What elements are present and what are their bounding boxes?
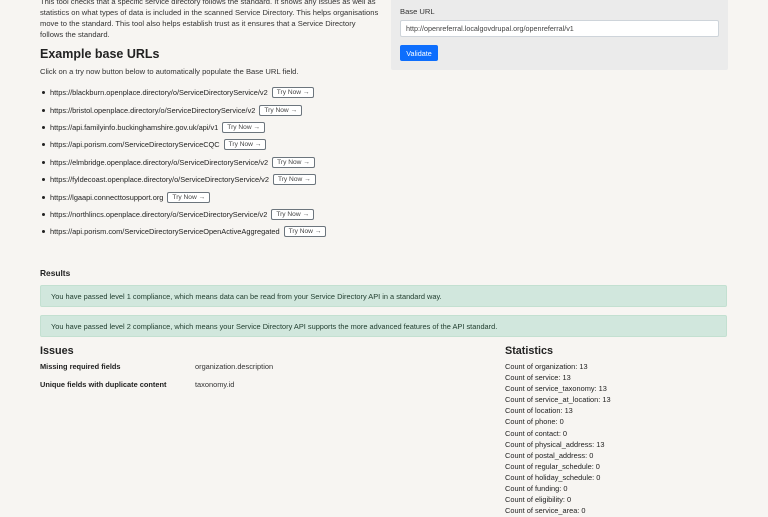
issue-value: taxonomy.id bbox=[195, 380, 235, 389]
try-now-button[interactable]: Try Now → bbox=[222, 122, 265, 133]
stat-item: Count of service_at_location: 13 bbox=[505, 395, 611, 405]
list-item bbox=[42, 136, 326, 153]
example-url: https://api.porism.com/ServiceDirectoryServiceOpenActiveAggregated bbox=[50, 227, 280, 237]
intro-text: This tool checks that a specific service directory follows the standard. It shows any issues as well as statistics on what types of data is included in the scanned Service Directory. This helps organisations move to the standard. This tool also helps establish trust as it ensures that a Service Directory follows the standard. bbox=[40, 0, 379, 39]
level1-compliance-alert: You have passed level 1 compliance, which means data can be read from your Service Directory API in a standard way. bbox=[40, 285, 727, 307]
bullet-icon bbox=[42, 196, 45, 199]
issue-label: Missing required fields bbox=[40, 362, 121, 371]
example-url: https://api.porism.com/ServiceDirectoryServiceCQC bbox=[50, 140, 220, 150]
issue-label: Unique fields with duplicate content bbox=[40, 380, 167, 389]
example-url: https://api.familyinfo.buckinghamshire.gov.uk/api/v1 bbox=[50, 122, 219, 132]
validate-button[interactable]: Validate bbox=[400, 45, 438, 61]
stat-item: Count of organization: 13 bbox=[505, 362, 588, 371]
example-url-list bbox=[42, 84, 326, 241]
bullet-icon bbox=[42, 126, 45, 129]
list-item bbox=[42, 171, 326, 188]
bullet-icon bbox=[42, 213, 45, 216]
stat-item: Count of regular_schedule: 0 bbox=[505, 461, 600, 471]
example-url: https://northlincs.openplace.directory/o/ServiceDirectoryService/v2 bbox=[50, 209, 268, 219]
list-item bbox=[42, 119, 326, 136]
try-now-button[interactable]: Try Now → bbox=[271, 209, 314, 220]
try-now-button[interactable]: Try Now → bbox=[272, 87, 315, 98]
stat-item: Count of holiday_schedule: 0 bbox=[505, 472, 601, 482]
try-now-button[interactable]: Try Now → bbox=[273, 174, 316, 185]
bullet-icon bbox=[42, 109, 45, 112]
example-url: https://fyldecoast.openplace.directory/o/ServiceDirectoryService/v2 bbox=[50, 175, 269, 185]
example-url: https://lgaapi.connecttosupport.org bbox=[50, 192, 164, 202]
bullet-icon bbox=[42, 143, 45, 146]
stat-item: Count of funding: 0 bbox=[505, 484, 568, 494]
try-now-button[interactable]: Try Now → bbox=[259, 105, 302, 116]
list-item bbox=[42, 84, 326, 101]
stat-item: Count of service_taxonomy: 13 bbox=[505, 384, 607, 394]
list-item bbox=[42, 223, 326, 240]
level2-compliance-alert: You have passed level 2 compliance, which means your Service Directory API supports the more advanced features of the API standard. bbox=[40, 315, 727, 337]
try-now-button[interactable]: Try Now → bbox=[224, 139, 267, 150]
example-urls-heading: Example base URLs bbox=[40, 47, 160, 61]
statistics-list bbox=[505, 362, 611, 517]
stat-item: Count of location: 13 bbox=[505, 406, 573, 416]
list-item bbox=[42, 154, 326, 171]
list-item bbox=[42, 101, 326, 118]
stat-item: Count of postal_address: 0 bbox=[505, 450, 594, 460]
try-now-button[interactable]: Try Now → bbox=[272, 157, 315, 168]
stat-item: Count of contact: 0 bbox=[505, 428, 568, 438]
stat-item: Count of eligibility: 0 bbox=[505, 495, 572, 505]
try-now-button[interactable]: Try Now → bbox=[284, 226, 327, 237]
list-item bbox=[42, 188, 326, 205]
stat-item: Count of physical_address: 13 bbox=[505, 439, 605, 449]
example-url: https://elmbridge.openplace.directory/o/ServiceDirectoryService/v2 bbox=[50, 157, 269, 167]
base-url-label: Base URL bbox=[400, 7, 435, 16]
example-url: https://bristol.openplace.directory/o/ServiceDirectoryService/v2 bbox=[50, 105, 256, 115]
bullet-icon bbox=[42, 178, 45, 181]
list-item bbox=[42, 206, 326, 223]
base-url-input[interactable]: http://openreferral.localgovdrupal.org/openreferral/v1 bbox=[400, 20, 719, 37]
stat-item: Count of phone: 0 bbox=[505, 417, 564, 427]
stat-item: Count of service: 13 bbox=[505, 373, 571, 383]
bullet-icon bbox=[42, 91, 45, 94]
example-urls-instruction: Click on a try now button below to automatically populate the Base URL field. bbox=[40, 67, 299, 76]
issue-value: organization.description bbox=[195, 362, 274, 371]
results-heading: Results bbox=[40, 268, 71, 278]
statistics-heading: Statistics bbox=[505, 345, 554, 357]
bullet-icon bbox=[42, 161, 45, 164]
try-now-button[interactable]: Try Now → bbox=[167, 192, 210, 203]
bullet-icon bbox=[42, 230, 45, 233]
validator-form-panel bbox=[391, 0, 728, 70]
example-url: https://blackburn.openplace.directory/o/ServiceDirectoryService/v2 bbox=[50, 88, 268, 98]
issues-heading: Issues bbox=[40, 345, 74, 357]
stat-item: Count of service_area: 0 bbox=[505, 506, 586, 516]
